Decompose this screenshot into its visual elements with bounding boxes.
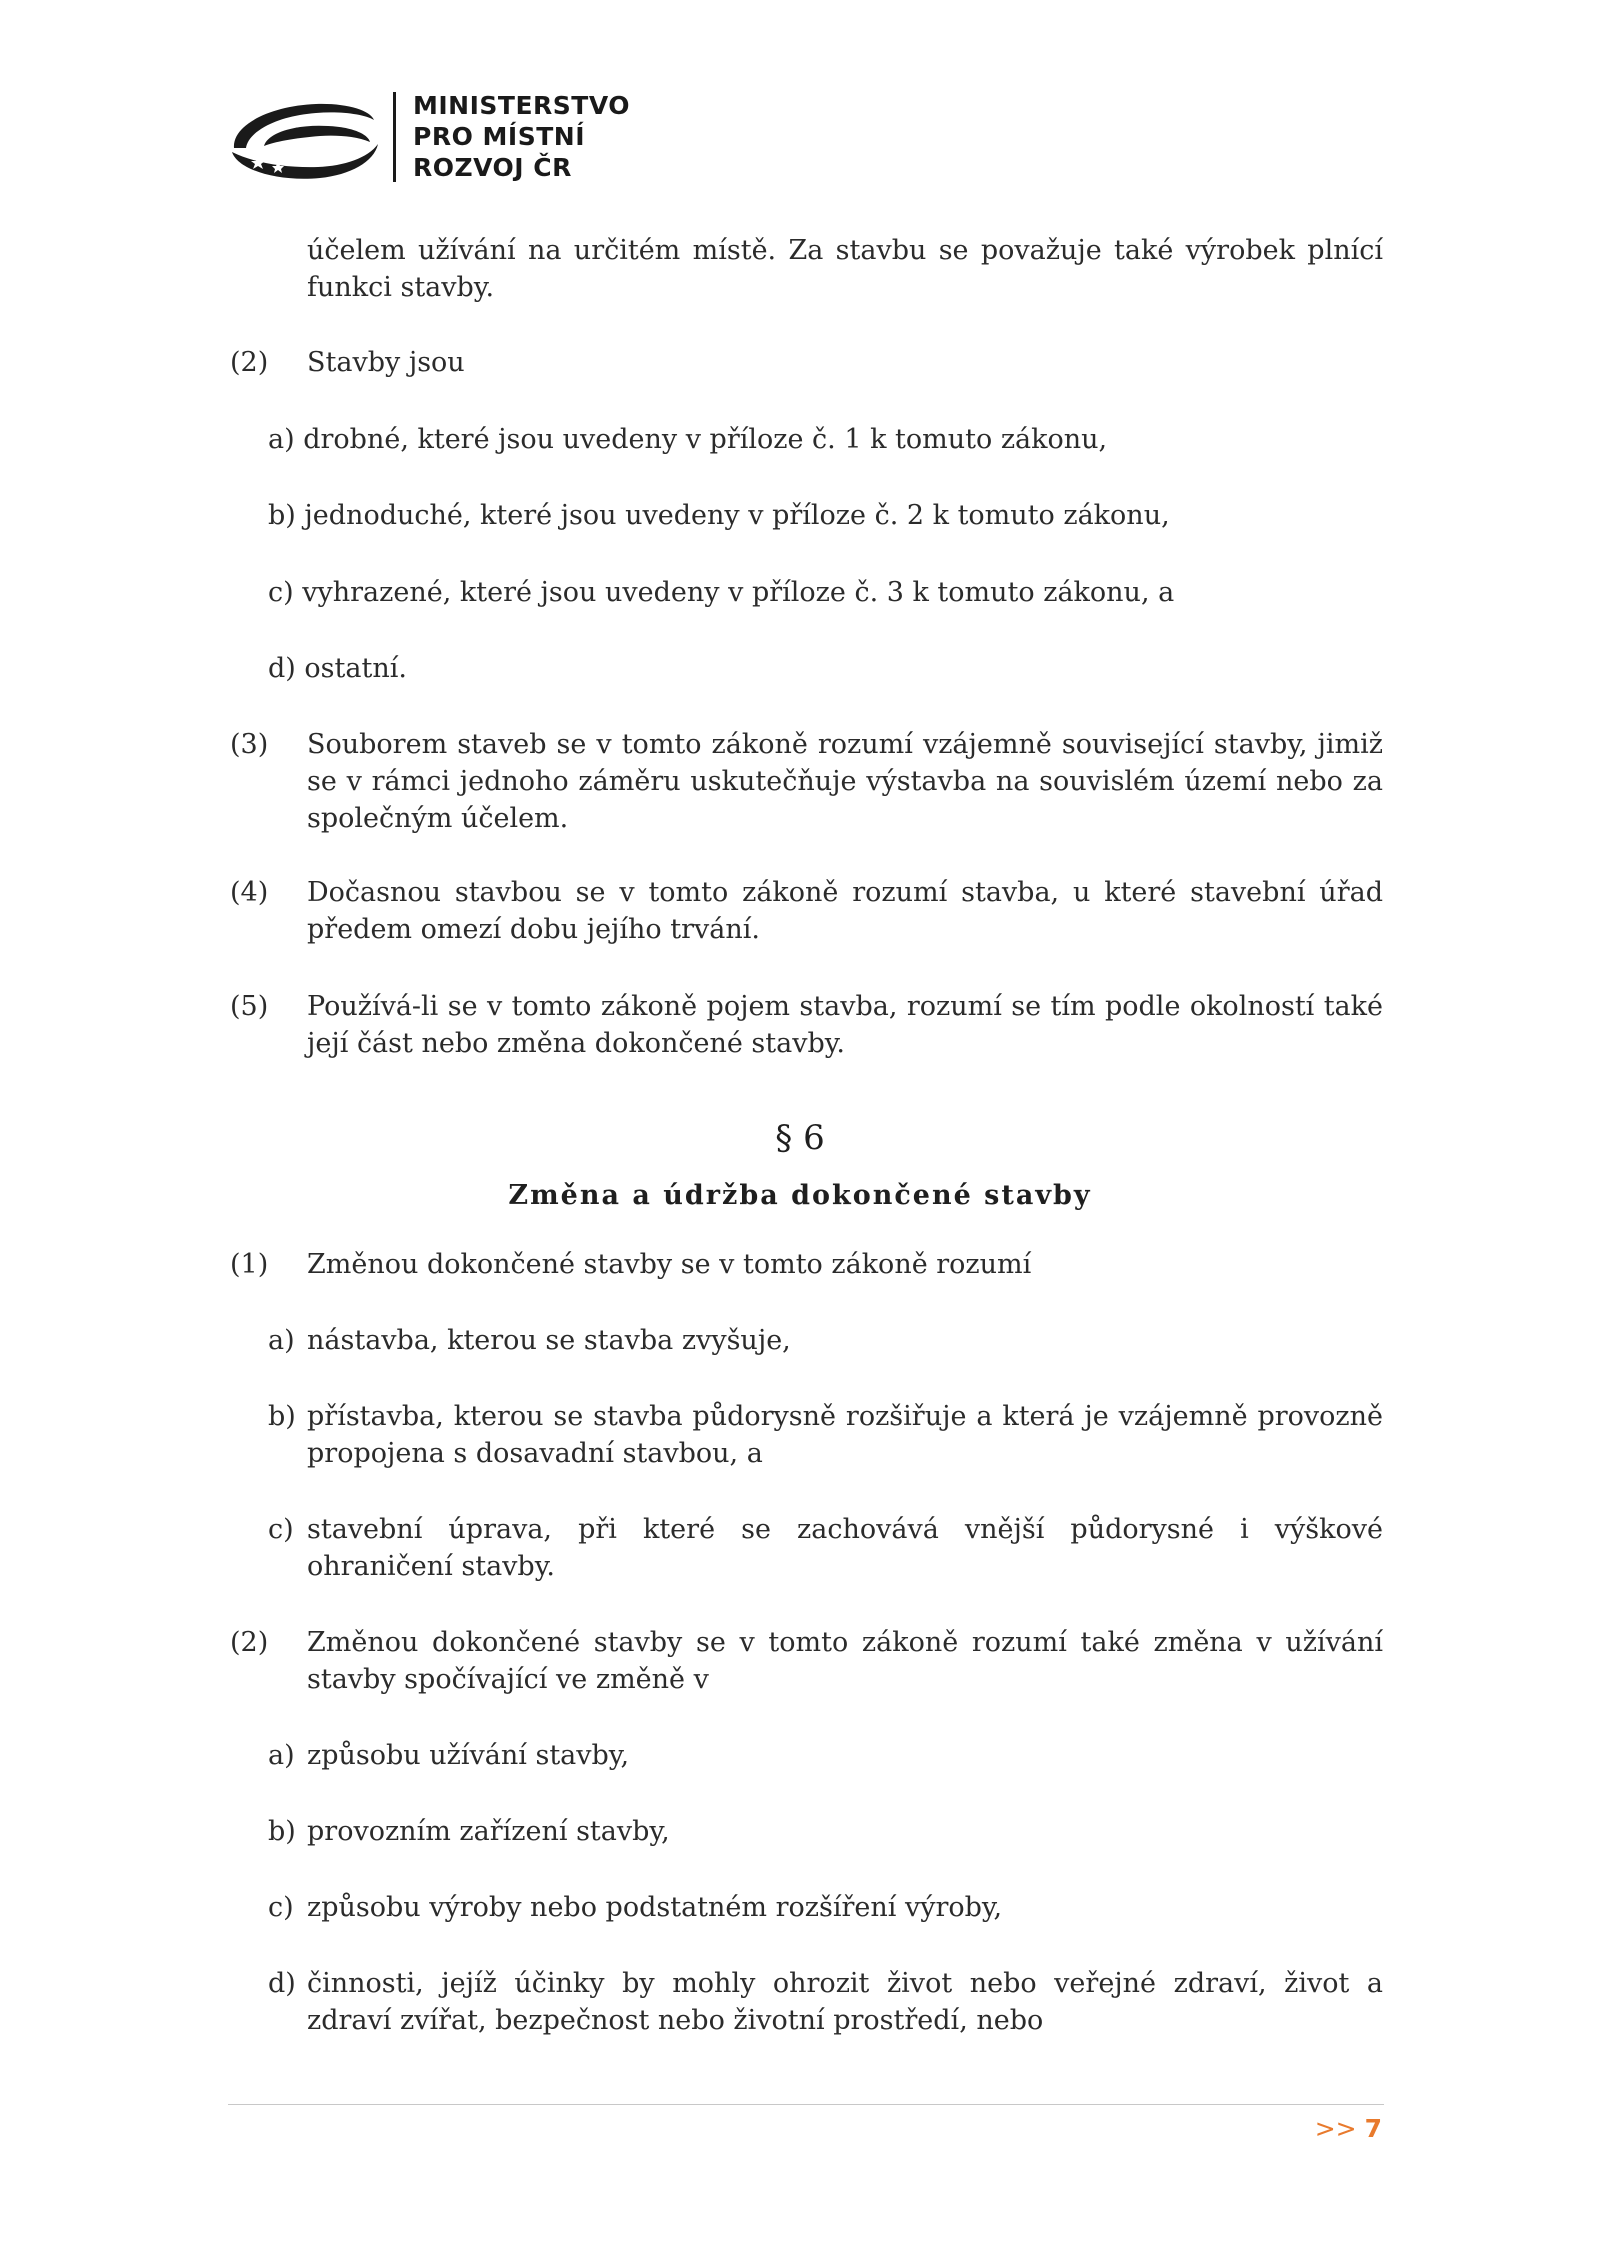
section-sign: § 6 <box>775 1118 825 1158</box>
ministry-logo-icon <box>228 96 380 184</box>
paragraph-text: Stavby jsou <box>307 347 465 378</box>
list-text: činnosti, jejíž účinky by mohly ohrozit život nebo veřejné zdraví, život a <box>307 1968 1383 1999</box>
text-line: předem omezí dobu jejího trvání. <box>307 914 760 945</box>
list-label: d) <box>268 1968 296 1999</box>
list-label: b) <box>268 500 296 531</box>
list-label: b) <box>268 1401 296 1432</box>
text-line: Změnou dokončené stavby se v tomto zákoně rozumí také změna v užívání <box>307 1627 1383 1658</box>
ministry-name-line: PRO MÍSTNÍ <box>413 122 585 151</box>
list-text: propojena s dosavadní stavbou, a <box>307 1438 763 1469</box>
text-line: její část nebo změna dokončené stavby. <box>307 1028 845 1059</box>
list-label: a) <box>268 1740 295 1771</box>
text-line: stavby spočívající ve změně v <box>307 1664 709 1695</box>
text-line: funkci stavby. <box>307 272 495 303</box>
list-label: b) <box>268 1816 296 1847</box>
ministry-name-line: ROZVOJ ČR <box>413 153 572 182</box>
list-text: jednoduché, které jsou uvedeny v příloze č. 2 k tomuto zákonu, <box>304 500 1170 531</box>
list-item <box>268 497 1170 534</box>
list-item <box>268 650 407 687</box>
list-item <box>268 574 1174 611</box>
list-text: přístavba, kterou se stavba půdorysně rozšiřuje a která je vzájemně provozně <box>307 1401 1383 1432</box>
paragraph-number: (2) <box>230 1627 269 1658</box>
list-text: zdraví zvířat, bezpečnost nebo životní prostředí, nebo <box>307 2005 1044 2036</box>
page-number-value: 7 <box>1364 2114 1382 2143</box>
page-arrows: >> <box>1314 2114 1357 2143</box>
text-line: Používá-li se v tomto zákoně pojem stavba, rozumí se tím podle okolností také <box>307 991 1383 1022</box>
list-text: vyhrazené, které jsou uvedeny v příloze č. 3 k tomuto zákonu, a <box>302 577 1175 608</box>
list-text: způsobu užívání stavby, <box>307 1740 630 1771</box>
list-text: ohraničení stavby. <box>307 1551 555 1582</box>
list-text: způsobu výroby nebo podstatném rozšíření výroby, <box>307 1892 1003 1923</box>
list-label: a) <box>268 1325 295 1356</box>
list-text: ostatní. <box>304 653 407 684</box>
list-text: nástavba, kterou se stavba zvyšuje, <box>307 1325 791 1356</box>
section-title: Změna a údržba dokončené stavby <box>508 1180 1092 1211</box>
list-label: c) <box>268 577 294 608</box>
footer-divider <box>228 2104 1384 2105</box>
list-text: provozním zařízení stavby, <box>307 1816 670 1847</box>
ministry-name-line: MINISTERSTVO <box>413 91 631 120</box>
paragraph-number: (4) <box>230 877 269 908</box>
paragraph-number: (5) <box>230 991 269 1022</box>
list-label: d) <box>268 653 296 684</box>
text-line: se v rámci jednoho záměru uskutečňuje výstavba na souvislém území nebo za <box>307 766 1383 797</box>
list-item <box>268 421 1107 458</box>
paragraph-number: (1) <box>230 1249 269 1280</box>
list-label: a) <box>268 424 295 455</box>
ministry-name <box>413 90 673 183</box>
paragraph-number: (3) <box>230 729 269 760</box>
page-number <box>1315 2114 1382 2143</box>
logo-divider <box>393 92 396 182</box>
list-label: c) <box>268 1514 294 1545</box>
list-text: stavební úprava, při které se zachovává vnější půdorysné i výškové <box>307 1514 1383 1545</box>
text-line: společným účelem. <box>307 803 569 834</box>
list-label: c) <box>268 1892 294 1923</box>
text-line: účelem užívání na určitém místě. Za stavbu se považuje také výrobek plnící <box>307 235 1383 266</box>
text-line: Souborem staveb se v tomto zákoně rozumí vzájemně související stavby, jimiž <box>307 729 1383 760</box>
list-text: drobné, které jsou uvedeny v příloze č. 1 k tomuto zákonu, <box>303 424 1108 455</box>
paragraph-number: (2) <box>230 347 269 378</box>
text-line: Dočasnou stavbou se v tomto zákoně rozumí stavba, u které stavební úřad <box>307 877 1383 908</box>
paragraph-text: Změnou dokončené stavby se v tomto zákoně rozumí <box>307 1249 1032 1280</box>
